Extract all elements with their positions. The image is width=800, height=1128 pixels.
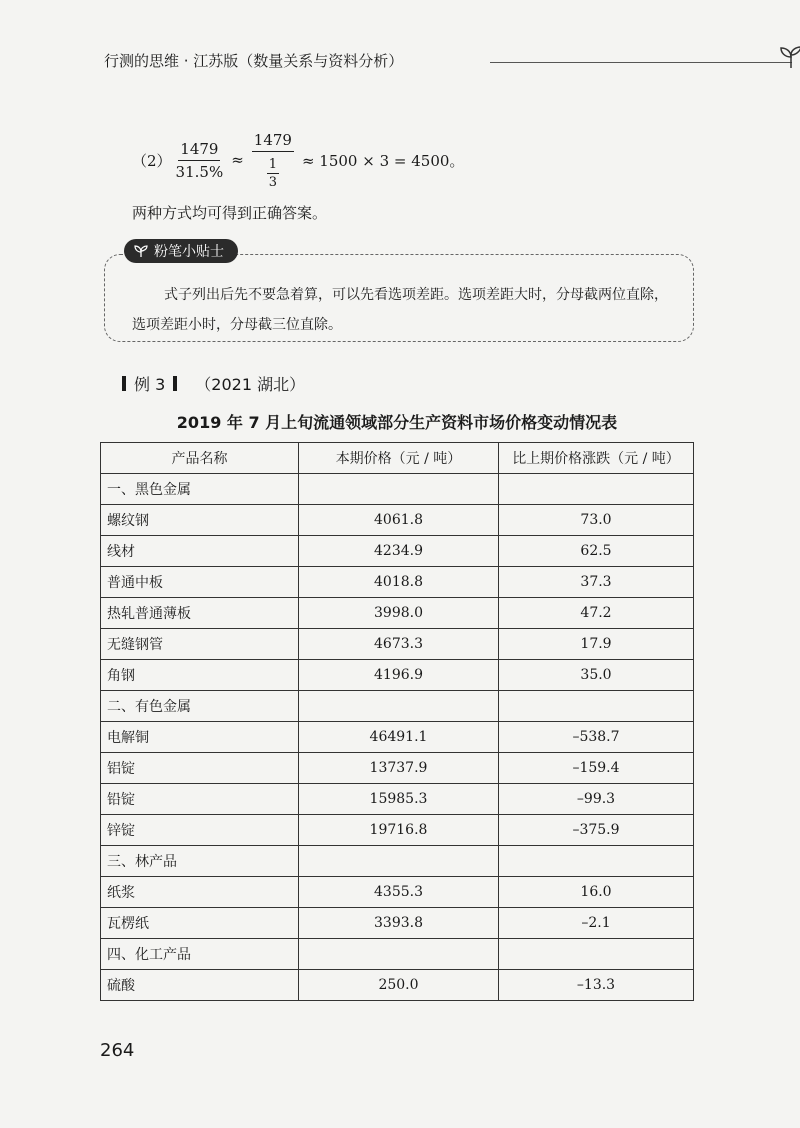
product-name-cell: 线材 <box>101 536 299 567</box>
table-title: 2019 年 7 月上旬流通领域部分生产资料市场价格变动情况表 <box>176 413 618 432</box>
product-name-cell: 无缝钢管 <box>101 629 299 660</box>
change-cell: –2.1 <box>499 908 694 939</box>
table-row <box>101 970 694 1001</box>
nested-fraction <box>267 157 279 190</box>
price-cell: 250.0 <box>299 970 499 1001</box>
product-name-cell: 角钢 <box>101 660 299 691</box>
tip-tag <box>124 239 238 263</box>
price-cell <box>299 846 499 877</box>
price-cell <box>299 474 499 505</box>
fraction-2-denominator <box>267 152 279 190</box>
table-row <box>101 629 694 660</box>
conclusion-text: 两种方式均可得到正确答案。 <box>132 204 328 222</box>
price-cell: 46491.1 <box>299 722 499 753</box>
price-cell: 4673.3 <box>299 629 499 660</box>
table-category-row <box>101 939 694 970</box>
running-header <box>104 44 704 74</box>
price-cell <box>299 691 499 722</box>
price-cell: 3998.0 <box>299 598 499 629</box>
tip-text: 式子列出后先不要急着算，可以先看选项差距。选项差距大时，分母截两位直除，选项差距小时，分母截三位直除。 <box>132 287 668 333</box>
price-cell: 4355.3 <box>299 877 499 908</box>
price-cell: 13737.9 <box>299 753 499 784</box>
product-name-cell: 三、林产品 <box>101 846 299 877</box>
table-row <box>101 753 694 784</box>
approx-sign: ≈ <box>231 151 244 169</box>
change-cell: –538.7 <box>499 722 694 753</box>
change-cell: –159.4 <box>499 753 694 784</box>
price-cell <box>299 939 499 970</box>
change-cell: –99.3 <box>499 784 694 815</box>
fraction-2-numerator: 1479 <box>252 131 294 152</box>
table-row <box>101 536 694 567</box>
product-name-cell: 热轧普通薄板 <box>101 598 299 629</box>
change-cell: 16.0 <box>499 877 694 908</box>
table-category-row <box>101 846 694 877</box>
fraction-1-numerator: 1479 <box>178 140 220 161</box>
price-table <box>100 442 694 1001</box>
nested-denominator: 3 <box>268 174 278 190</box>
table-row <box>101 815 694 846</box>
tip-tag-label: 粉笔小贴士 <box>154 244 224 260</box>
page-number: 264 <box>100 1040 135 1061</box>
table-row <box>101 505 694 536</box>
formula-line <box>132 125 468 195</box>
change-cell: –375.9 <box>499 815 694 846</box>
formula-tail: ≈ 1500 × 3 = 4500。 <box>301 151 465 170</box>
change-cell <box>499 939 694 970</box>
fraction-2 <box>252 131 294 190</box>
example-bar-left <box>122 376 126 391</box>
header-current-price: 本期价格（元 / 吨） <box>299 443 499 474</box>
product-name-cell: 二、有色金属 <box>101 691 299 722</box>
price-cell: 4018.8 <box>299 567 499 598</box>
price-cell: 3393.8 <box>299 908 499 939</box>
change-cell: 35.0 <box>499 660 694 691</box>
table-row <box>101 784 694 815</box>
example-bar-right <box>173 376 177 391</box>
table-header-row <box>101 443 694 474</box>
sprout-icon <box>776 44 800 70</box>
product-name-cell: 纸浆 <box>101 877 299 908</box>
table-category-row <box>101 474 694 505</box>
example-heading <box>122 372 305 395</box>
running-header-title: 行测的思维 · 江苏版（数量关系与资料分析） <box>104 52 404 70</box>
formula-label: （2） <box>132 151 172 170</box>
price-cell: 19716.8 <box>299 815 499 846</box>
table-row <box>101 722 694 753</box>
price-cell: 4234.9 <box>299 536 499 567</box>
change-cell: 73.0 <box>499 505 694 536</box>
product-name-cell: 螺纹钢 <box>101 505 299 536</box>
table-row <box>101 908 694 939</box>
product-name-cell: 硫酸 <box>101 970 299 1001</box>
fraction-1 <box>176 140 224 181</box>
change-cell <box>499 474 694 505</box>
fraction-1-denominator: 31.5% <box>175 162 224 181</box>
nested-numerator: 1 <box>268 156 278 172</box>
table-row <box>101 598 694 629</box>
product-name-cell: 锌锭 <box>101 815 299 846</box>
table-category-row <box>101 691 694 722</box>
table-row <box>101 567 694 598</box>
change-cell: 62.5 <box>499 536 694 567</box>
change-cell <box>499 691 694 722</box>
product-name-cell: 普通中板 <box>101 567 299 598</box>
product-name-cell: 电解铜 <box>101 722 299 753</box>
change-cell <box>499 846 694 877</box>
price-cell: 4061.8 <box>299 505 499 536</box>
product-name-cell: 一、黑色金属 <box>101 474 299 505</box>
header-rule <box>490 62 792 63</box>
header-price-change: 比上期价格涨跌（元 / 吨） <box>499 443 694 474</box>
table-row <box>101 877 694 908</box>
change-cell: 47.2 <box>499 598 694 629</box>
leaf-icon <box>134 244 148 258</box>
product-name-cell: 铝锭 <box>101 753 299 784</box>
change-cell: 37.3 <box>499 567 694 598</box>
example-source: （2021 湖北） <box>195 375 306 394</box>
price-cell: 4196.9 <box>299 660 499 691</box>
change-cell: 17.9 <box>499 629 694 660</box>
table-row <box>101 660 694 691</box>
header-product-name: 产品名称 <box>101 443 299 474</box>
price-cell: 15985.3 <box>299 784 499 815</box>
change-cell: –13.3 <box>499 970 694 1001</box>
product-name-cell: 瓦楞纸 <box>101 908 299 939</box>
table-body <box>101 474 694 1001</box>
product-name-cell: 四、化工产品 <box>101 939 299 970</box>
example-label: 例 3 <box>134 375 166 394</box>
product-name-cell: 铅锭 <box>101 784 299 815</box>
